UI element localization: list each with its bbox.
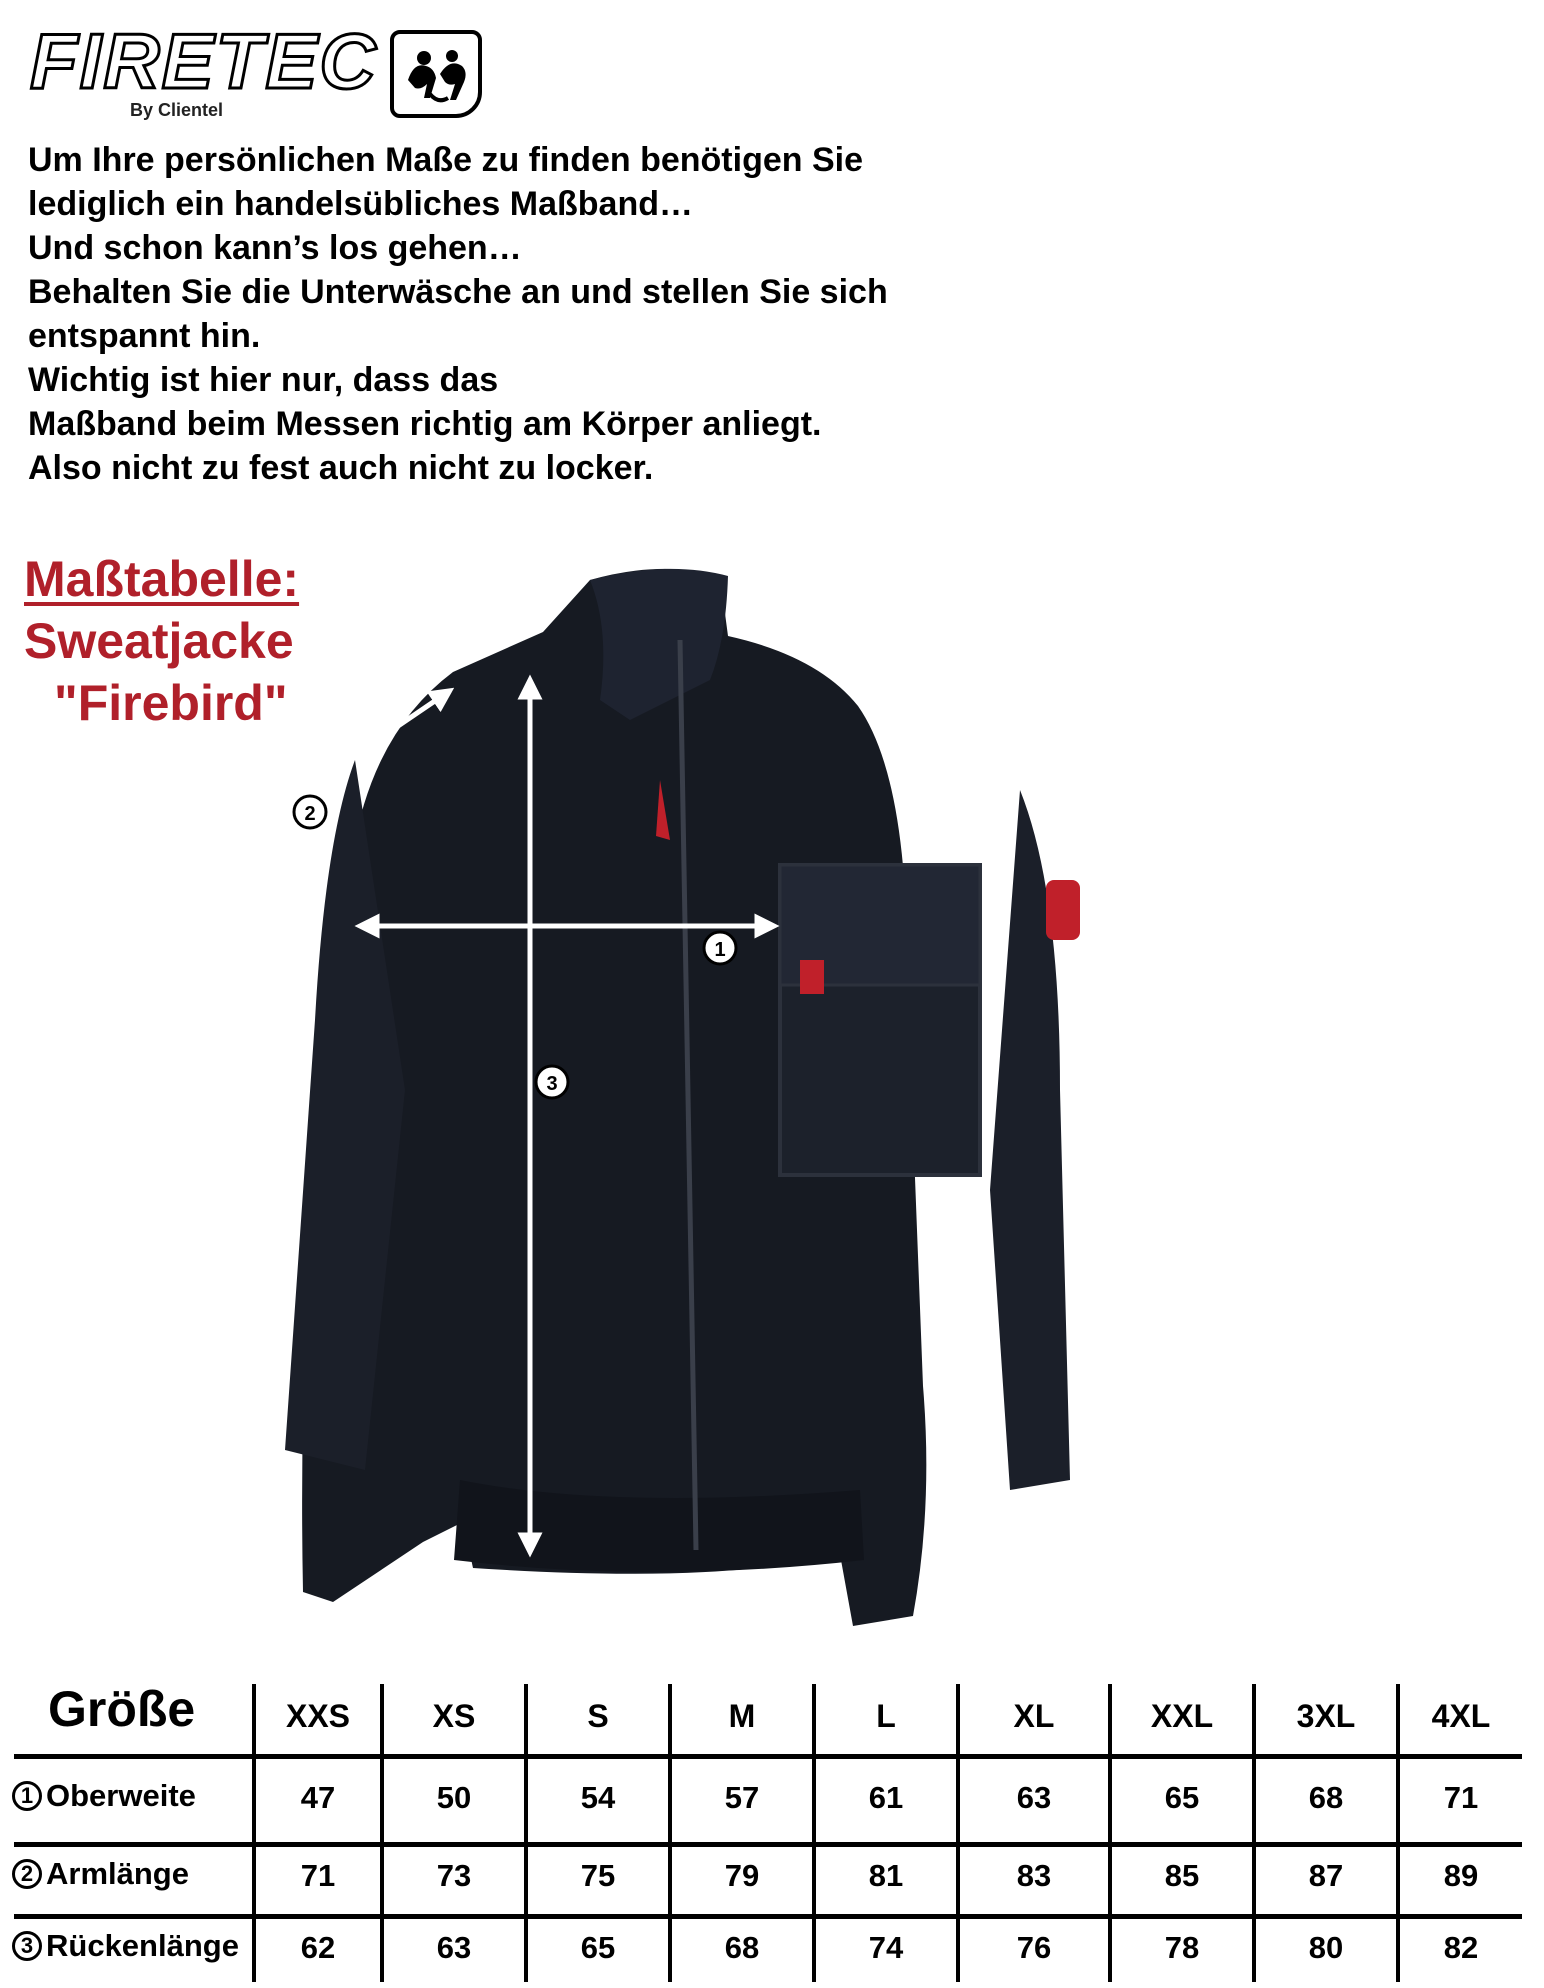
- intro-line: Wichtig ist hier nur, dass das: [28, 361, 499, 399]
- size-table: [12, 1660, 1522, 1982]
- size-m: M: [728, 1698, 756, 1734]
- row-label-text: Oberweite: [46, 1778, 196, 1813]
- size-header-label: Größe: [48, 1681, 196, 1737]
- table-cell: 80: [1308, 1930, 1344, 1965]
- title-line-1: Maßtabelle:: [24, 551, 300, 607]
- size-4xl: 4XL: [1431, 1698, 1491, 1734]
- size-chart-title: [24, 548, 299, 734]
- table-cell: 81: [868, 1858, 904, 1893]
- size-xxs: XXS: [285, 1698, 351, 1734]
- table-cell: 78: [1164, 1930, 1200, 1965]
- brand-byline: By Clientel: [130, 100, 224, 120]
- table-cell: 65: [1164, 1780, 1200, 1815]
- circle-2-icon: 2: [12, 1859, 42, 1889]
- firefighter-badge-icon: [390, 30, 482, 118]
- brand-name: FIRETEC: [30, 17, 378, 105]
- table-cell: 68: [1308, 1780, 1344, 1815]
- firetec-logo: [30, 17, 470, 132]
- row-label-text: Rückenlänge: [46, 1928, 239, 1963]
- size-3xl: 3XL: [1296, 1698, 1356, 1734]
- table-cell: 65: [580, 1930, 616, 1965]
- row-label-rueckenlaenge: [12, 1928, 239, 1964]
- table-cell: 85: [1164, 1858, 1200, 1893]
- row-label-armlaenge: [12, 1856, 189, 1892]
- marker-3-label: 3: [546, 1073, 558, 1095]
- table-cell: 82: [1443, 1930, 1479, 1965]
- table-cell: 71: [300, 1858, 336, 1893]
- intro-line: Und schon kann’s los gehen…: [28, 229, 522, 267]
- size-xs: XS: [432, 1698, 476, 1734]
- table-cell: 87: [1308, 1858, 1344, 1893]
- table-cell: 54: [580, 1780, 616, 1815]
- table-cell: 73: [436, 1858, 472, 1893]
- table-cell: 63: [436, 1930, 472, 1965]
- table-cell: 57: [724, 1780, 760, 1815]
- table-cell: 62: [300, 1930, 336, 1965]
- size-l: L: [876, 1698, 896, 1734]
- table-cell: 75: [580, 1858, 616, 1893]
- intro-line: entspannt hin.: [28, 317, 261, 355]
- row-label-oberweite: [12, 1778, 196, 1814]
- intro-text: [28, 138, 1128, 490]
- intro-line: Um Ihre persönlichen Maße zu finden benötigen Sie: [28, 141, 863, 179]
- table-cell: 68: [724, 1930, 760, 1965]
- table-cell: 74: [868, 1930, 904, 1965]
- table-cell: 50: [436, 1780, 472, 1815]
- table-cell: 83: [1016, 1858, 1052, 1893]
- size-xl: XL: [1013, 1698, 1055, 1734]
- title-line-2: Sweatjacke: [24, 613, 294, 669]
- title-line-3: "Firebird": [54, 675, 288, 731]
- intro-line: Maßband beim Messen richtig am Körper anliegt.: [28, 405, 822, 443]
- table-cell: 61: [868, 1780, 904, 1815]
- marker-2-label: 2: [304, 803, 316, 825]
- table-cell: 76: [1016, 1930, 1052, 1965]
- circle-3-icon: 3: [12, 1931, 42, 1961]
- table-cell: 71: [1443, 1780, 1479, 1815]
- intro-line: lediglich ein handelsübliches Maßband…: [28, 185, 693, 223]
- intro-line: Also nicht zu fest auch nicht zu locker.: [28, 449, 654, 487]
- table-cell: 47: [300, 1780, 336, 1815]
- intro-line: Behalten Sie die Unterwäsche an und stellen Sie sich: [28, 273, 888, 311]
- jacket-illustration: [260, 550, 1140, 1650]
- table-cell: 63: [1016, 1780, 1052, 1815]
- size-xxl: XXL: [1150, 1698, 1214, 1734]
- row-label-text: Armlänge: [46, 1856, 189, 1891]
- table-cell: 79: [724, 1858, 760, 1893]
- marker-1-label: 1: [714, 939, 726, 961]
- size-s: S: [587, 1698, 609, 1734]
- table-cell: 89: [1443, 1858, 1479, 1893]
- circle-1-icon: 1: [12, 1781, 42, 1811]
